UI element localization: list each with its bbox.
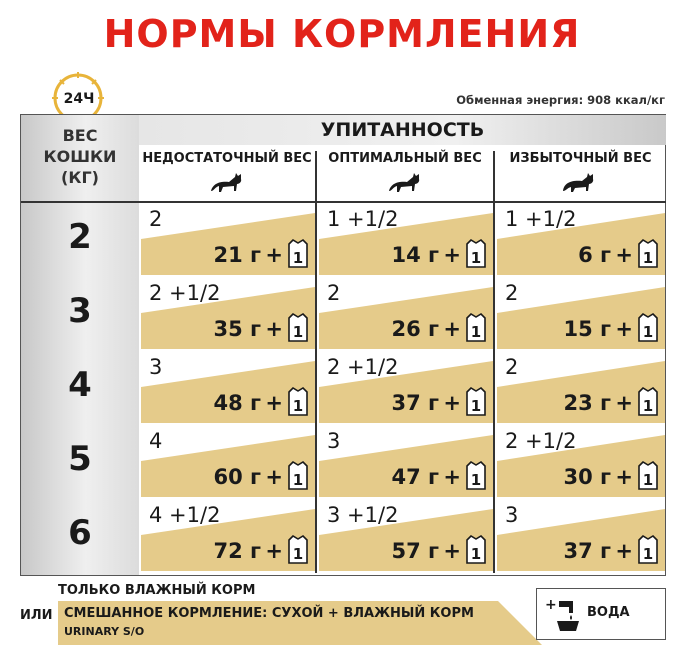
wet-only-label: ТОЛЬКО ВЛАЖНЫЙ КОРМ xyxy=(58,583,256,598)
row-weight-label: 5 xyxy=(68,439,92,479)
feeding-table xyxy=(20,114,666,576)
ration-cell xyxy=(319,499,493,573)
dry-food-portion: 4 +1/2 xyxy=(149,503,221,527)
pouch-count: 1 xyxy=(642,249,654,267)
plus-sign: + xyxy=(265,391,283,415)
row-weight-label: 6 xyxy=(68,513,92,553)
dry-food-grams: 26 г xyxy=(391,317,439,341)
cat-icon xyxy=(387,171,423,195)
water-note xyxy=(536,588,666,640)
cat-icon xyxy=(561,171,597,195)
ration-cell xyxy=(319,277,493,351)
mixed-feeding-label: СМЕШАННОЕ КОРМЛЕНИЕ: СУХОЙ + ВЛАЖНЫЙ КОРМ xyxy=(64,606,474,621)
weight-header-line: (КГ) xyxy=(61,168,99,187)
dry-food-grams: 14 г xyxy=(391,243,439,267)
plus-sign: + xyxy=(265,465,283,489)
ration-cell xyxy=(497,351,665,425)
weight-header xyxy=(21,125,139,188)
clock-label: 24Ч xyxy=(63,91,95,107)
pouch-icon xyxy=(465,535,487,565)
ration-cell xyxy=(141,425,315,499)
water-faucet-icon xyxy=(545,597,581,633)
pouch-count: 1 xyxy=(642,323,654,341)
pouch-count: 1 xyxy=(470,323,482,341)
dry-food-portion: 3 xyxy=(149,355,163,379)
plus-sign: + xyxy=(443,465,461,489)
condition-header: УПИТАННОСТЬ xyxy=(320,119,485,141)
dry-food-grams: 23 г xyxy=(563,391,611,415)
pouch-icon xyxy=(287,313,309,343)
page-title: НОРМЫ КОРМЛЕНИЯ xyxy=(103,12,581,56)
dry-food-grams: 47 г xyxy=(391,465,439,489)
dry-food-portion: 2 xyxy=(505,355,519,379)
column-optimal: ОПТИМАЛЬНЫЙ ВЕС xyxy=(328,151,482,166)
pouch-icon xyxy=(637,461,659,491)
dry-food-portion: 2 xyxy=(327,281,341,305)
ration-cell xyxy=(497,499,665,573)
pouch-count: 1 xyxy=(470,471,482,489)
pouch-count: 1 xyxy=(470,545,482,563)
plus-sign: + xyxy=(615,243,633,267)
column-underweight: НЕДОСТАТОЧНЫЙ ВЕС xyxy=(142,151,312,166)
dry-food-portion: 1 +1/2 xyxy=(327,207,399,231)
ration-cell xyxy=(141,277,315,351)
dry-food-grams: 21 г xyxy=(213,243,261,267)
dry-food-portion: 2 +1/2 xyxy=(149,281,221,305)
pouch-count: 1 xyxy=(292,471,304,489)
dry-food-portion: 3 xyxy=(327,429,341,453)
ration-cell xyxy=(319,425,493,499)
mixed-feeding-banner xyxy=(58,601,542,645)
ration-cell xyxy=(141,203,315,277)
or-label: ИЛИ xyxy=(20,608,53,623)
dry-food-portion: 2 xyxy=(149,207,163,231)
dry-food-portion: 2 +1/2 xyxy=(327,355,399,379)
plus-sign: + xyxy=(615,317,633,341)
dry-food-portion: 2 +1/2 xyxy=(505,429,577,453)
row-weight-label: 3 xyxy=(68,291,92,331)
column-divider xyxy=(315,151,317,573)
row-weight-label: 2 xyxy=(68,217,92,257)
dry-food-portion: 2 xyxy=(505,281,519,305)
plus-sign: + xyxy=(443,317,461,341)
pouch-count: 1 xyxy=(292,397,304,415)
plus-sign: + xyxy=(265,539,283,563)
dry-food-grams: 60 г xyxy=(213,465,261,489)
pouch-icon xyxy=(287,461,309,491)
product-name: URINARY S/O xyxy=(64,625,145,638)
plus-sign: + xyxy=(443,539,461,563)
pouch-icon xyxy=(465,461,487,491)
energy-note: Обменная энергия: 908 ккал/кг xyxy=(456,93,665,107)
pouch-count: 1 xyxy=(642,471,654,489)
water-label: ВОДА xyxy=(587,605,630,620)
ration-cell xyxy=(497,425,665,499)
dry-food-portion: 3 xyxy=(505,503,519,527)
dry-food-grams: 37 г xyxy=(391,391,439,415)
row-weight-label: 4 xyxy=(68,365,92,405)
pouch-count: 1 xyxy=(470,249,482,267)
plus-sign: + xyxy=(265,243,283,267)
dry-food-grams: 72 г xyxy=(213,539,261,563)
pouch-count: 1 xyxy=(642,397,654,415)
dry-food-grams: 37 г xyxy=(563,539,611,563)
pouch-icon xyxy=(465,387,487,417)
ration-cell xyxy=(497,277,665,351)
dry-food-portion: 3 +1/2 xyxy=(327,503,399,527)
ration-cell xyxy=(141,499,315,573)
plus-sign: + xyxy=(265,317,283,341)
ration-cell xyxy=(319,351,493,425)
column-divider xyxy=(493,151,495,573)
pouch-icon xyxy=(287,535,309,565)
dry-food-grams: 48 г xyxy=(213,391,261,415)
ration-cell xyxy=(141,351,315,425)
plus-sign: + xyxy=(443,243,461,267)
ration-cell xyxy=(319,203,493,277)
weight-header-line: КОШКИ xyxy=(43,147,117,166)
pouch-count: 1 xyxy=(292,249,304,267)
weight-header-line: ВЕС xyxy=(62,126,98,145)
ration-cell xyxy=(497,203,665,277)
pouch-count: 1 xyxy=(292,545,304,563)
dry-food-grams: 6 г xyxy=(578,243,611,267)
pouch-icon xyxy=(287,387,309,417)
plus-sign: + xyxy=(443,391,461,415)
dry-food-grams: 15 г xyxy=(563,317,611,341)
plus-sign: + xyxy=(615,465,633,489)
column-overweight: ИЗБЫТОЧНЫЙ ВЕС xyxy=(509,151,652,166)
pouch-count: 1 xyxy=(292,323,304,341)
pouch-icon xyxy=(637,535,659,565)
plus-sign: + xyxy=(615,391,633,415)
pouch-icon xyxy=(637,239,659,269)
pouch-count: 1 xyxy=(470,397,482,415)
dry-food-grams: 35 г xyxy=(213,317,261,341)
dry-food-grams: 30 г xyxy=(563,465,611,489)
dry-food-portion: 1 +1/2 xyxy=(505,207,577,231)
svg-text:+: + xyxy=(545,597,557,613)
cat-icon xyxy=(209,171,245,195)
plus-sign: + xyxy=(615,539,633,563)
pouch-icon xyxy=(287,239,309,269)
dry-food-grams: 57 г xyxy=(391,539,439,563)
pouch-icon xyxy=(637,387,659,417)
pouch-count: 1 xyxy=(642,545,654,563)
pouch-icon xyxy=(637,313,659,343)
pouch-icon xyxy=(465,239,487,269)
dry-food-portion: 4 xyxy=(149,429,163,453)
pouch-icon xyxy=(465,313,487,343)
